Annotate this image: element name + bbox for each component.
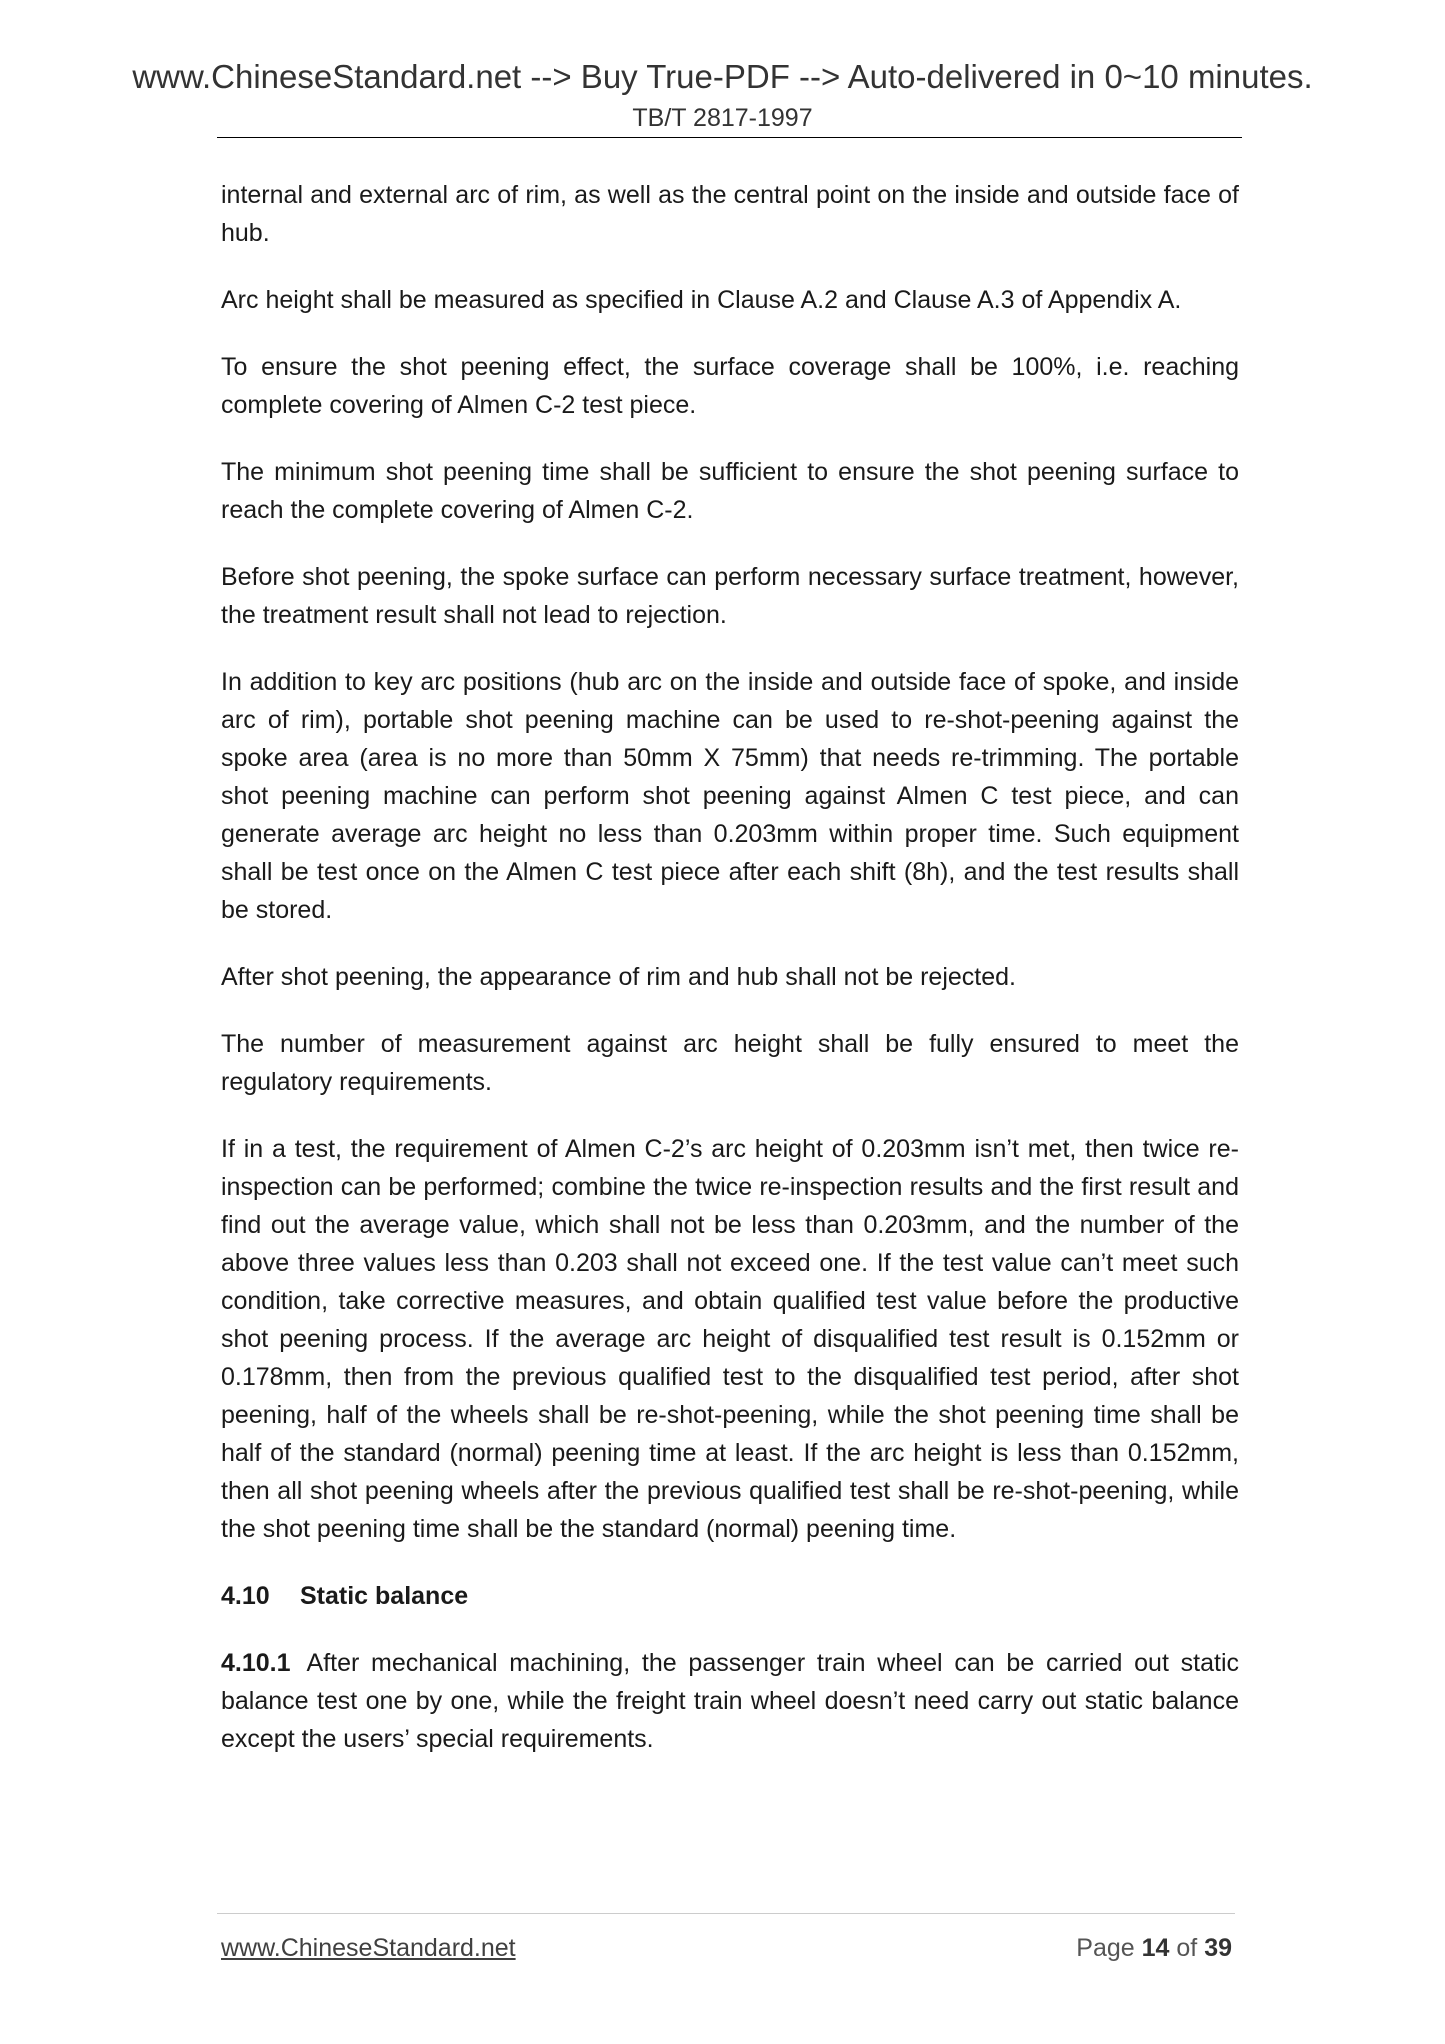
subclause-text: After mechanical machining, the passenger train wheel can be carried out static balance test one by one, while the freight train wheel doesn’t need carry out static balance except the users’ special requirements. — [221, 1649, 1239, 1753]
subclause-number: 4.10.1 — [221, 1649, 291, 1677]
section-title: Static balance — [300, 1582, 469, 1610]
footer-site-link[interactable]: www.ChineseStandard.net — [221, 1934, 516, 1962]
paragraph: The number of measurement against arc height shall be fully ensured to meet the regulatory requirements. — [221, 1030, 1239, 1096]
page-prefix: Page — [1076, 1934, 1135, 1962]
header-banner: www.ChineseStandard.net --> Buy True-PDF --> Auto-delivered in 0~10 minutes. — [132, 58, 1313, 95]
document-body — [221, 176, 1239, 1787]
paragraph: After shot peening, the appearance of rim and hub shall not be rejected. — [221, 963, 1016, 991]
paragraph: Arc height shall be measured as specified in Clause A.2 and Clause A.3 of Appendix A. — [221, 286, 1182, 314]
paragraph: In addition to key arc positions (hub arc on the inside and outside face of spoke, and inside arc of rim), portable shot peening machine can be used to re-shot-peening against the spoke area (area is no more than 50mm X 75mm) that needs re-trimming. The portable shot peening machine can perform shot peening against Almen C test piece, and can generate average arc height no less than 0.203mm within proper time. Such equipment shall be test once on the Almen C test piece after each shift (8h), and the test results shall be stored. — [221, 668, 1239, 924]
section-number: 4.10 — [221, 1582, 270, 1610]
paragraph: If in a test, the requirement of Almen C-2’s arc height of 0.203mm isn’t met, then twice re-inspection can be performed; combine the twice re-inspection results and the first result and find out the average value, which shall not be less than 0.203mm, and the number of the above three values less than 0.203 shall not exceed one. If the test value can’t meet such condition, take corrective measures, and obtain qualified test value before the productive shot peening process. If the average arc height of disqualified test result is 0.152mm or 0.178mm, then from the previous qualified test to the disqualified test period, after shot peening, half of the wheels shall be re-shot-peening, while the shot peening time shall be half of the standard (normal) peening time at least. If the arc height is less than 0.152mm, then all shot peening wheels after the previous qualified test shall be re-shot-peening, while the shot peening time shall be the standard (normal) peening time. — [221, 1135, 1239, 1543]
subclause-paragraph — [221, 1644, 1239, 1758]
page-indicator — [1076, 1934, 1232, 1963]
paragraph: Before shot peening, the spoke surface can perform necessary surface treatment, however, the treatment result shall not lead to rejection. — [221, 563, 1239, 629]
footer-divider — [217, 1913, 1235, 1914]
paragraph: The minimum shot peening time shall be sufficient to ensure the shot peening surface to reach the complete covering of Almen C-2. — [221, 458, 1239, 524]
page-of: of — [1176, 1934, 1198, 1962]
standard-code: TB/T 2817-1997 — [632, 104, 813, 132]
page-total: 39 — [1204, 1934, 1232, 1962]
header-divider — [217, 137, 1242, 138]
section-heading — [221, 1577, 1239, 1615]
page-current: 14 — [1141, 1934, 1170, 1962]
paragraph: To ensure the shot peening effect, the surface coverage shall be 100%, i.e. reaching complete covering of Almen C-2 test piece. — [221, 353, 1239, 419]
paragraph: internal and external arc of rim, as well as the central point on the inside and outside face of hub. — [221, 181, 1239, 247]
